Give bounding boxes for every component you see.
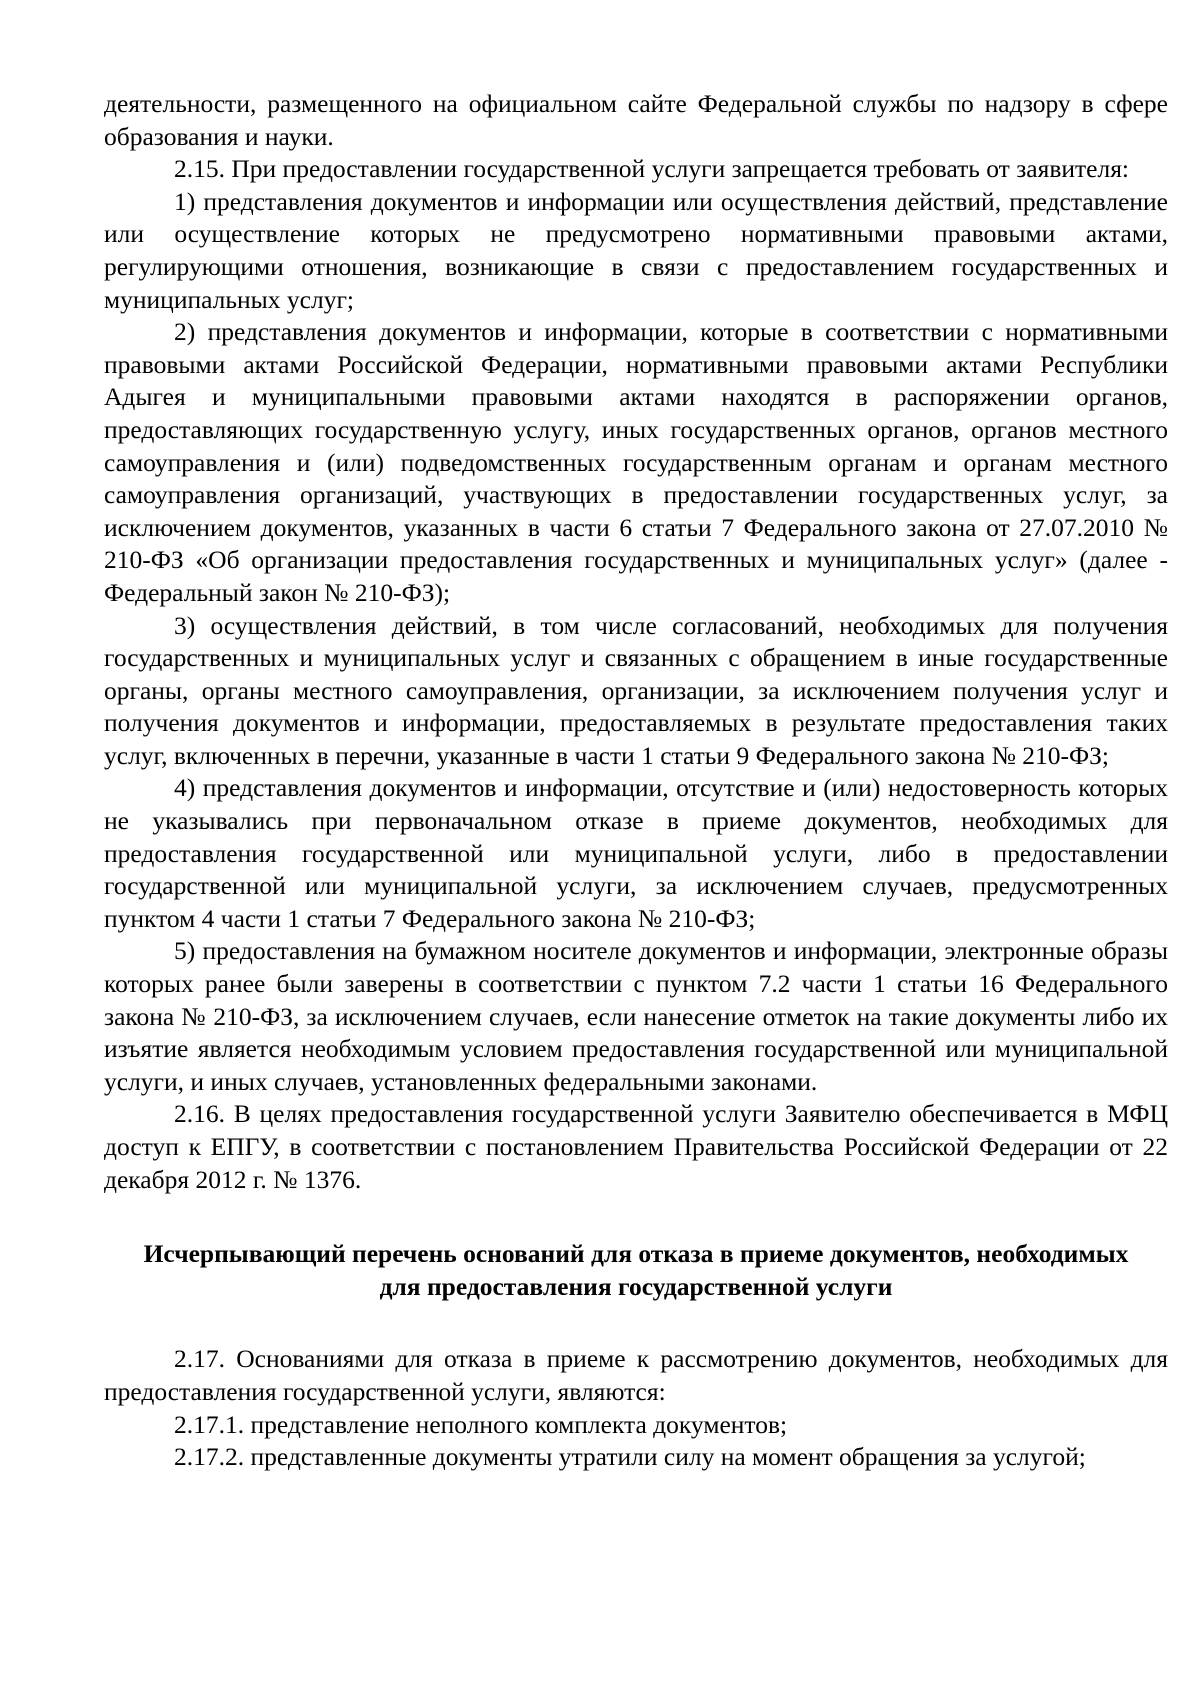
section-heading: Исчерпывающий перечень оснований для отказа в приеме документов, необходимых для предоставления государственной услуги [143, 1239, 1129, 1301]
list-item-3: 3) осуществления действий, в том числе согласований, необходимых для получения государственных и муниципальных услуг и связанных с обращением в иные государственные органы, органы местного самоуправления, организации, за исключением получения услуг и получения документов и информации, предоставляемых в результате предоставления таких услуг, включенных в перечни, указанные в части 1 статьи 9 Федерального закона № 210-ФЗ; [104, 610, 1168, 770]
paragraph-2-15: 2.15. При предоставлении государственной услуги запрещается требовать от заявителя: [174, 154, 1130, 184]
list-item-2: 2) представления документов и информации, которые в соответствии с нормативными правовыми актами Российской Федерации, нормативными правовыми актами Республики Адыгея и муниципальными правовыми актами находятся в распоряжении органов, предоставляющих государственную услугу, иных государственных органов, органов местного самоуправления и (или) подведомственных государственным органам и органам местного самоуправления организаций, участвующих в предоставлении государственных услуг, за исключением документов, указанных в части 6 статьи 7 Федерального закона от 27.07.2010 № 210-ФЗ «Об организации предоставления государственных и муниципальных услуг» (далее - Федеральный закон № 210-ФЗ); [104, 317, 1168, 607]
list-item-5: 5) предоставления на бумажном носителе документов и информации, электронные образы которых ранее были заверены в соответствии с пунктом 7.2 части 1 статьи 16 Федерального закона № 210-ФЗ, за исключением случаев, если нанесение отметок на такие документы либо их изъятие является необходимым условием предоставления государственной или муниципальной услуги, и иных случаев, установленных федеральными законами. [104, 936, 1168, 1096]
paragraph-2-17-1: 2.17.1. представление неполного комплекта документов; [174, 1409, 788, 1439]
paragraph-2-16: 2.16. В целях предоставления государственной услуги Заявителю обеспечивается в МФЦ доступ к ЕПГУ, в соответствии с постановлением Правительства Российской Федерации от 22 декабря 2012 г. № 1376. [104, 1099, 1168, 1194]
paragraph-2-17: 2.17. Основаниями для отказа в приеме к рассмотрению документов, необходимых для предоставления государственной услуги, являются: [104, 1344, 1168, 1406]
list-item-1: 1) представления документов и информации или осуществления действий, представление или осуществление которых не предусмотрено нормативными правовыми актами, регулирующими отношения, возникающие в связи с предоставлением государственных и муниципальных услуг; [104, 186, 1168, 314]
list-item-4: 4) представления документов и информации, отсутствие и (или) недостоверность которых не указывались при первоначальном отказе в приеме документов, необходимых для предоставления государственной или муниципальной услуги, либо в предоставлении государственной или муниципальной услуги, за исключением случаев, предусмотренных пунктом 4 части 1 статьи 7 Федерального закона № 210-ФЗ; [104, 773, 1168, 933]
document-body [104, 88, 1168, 1474]
paragraph-2-17-2: 2.17.2. представленные документы утратили силу на момент обращения за услугой; [174, 1442, 1086, 1472]
paragraph-continuation: деятельности, размещенного на официальном сайте Федеральной службы по надзору в сфере образования и науки. [104, 89, 1168, 151]
